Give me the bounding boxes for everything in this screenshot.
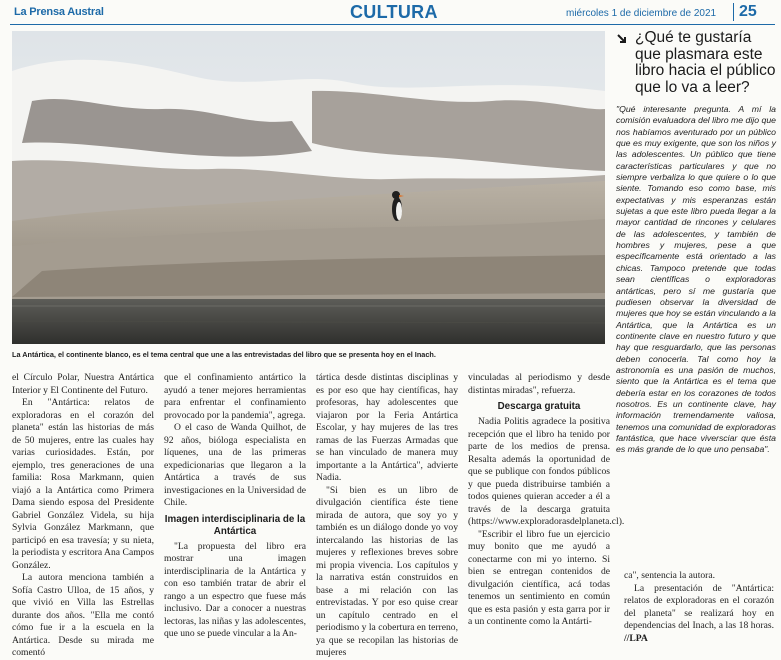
photo-caption: La Antártica, el continente blanco, es el tema central que une a las entrevistadas del libro que se presenta hoy en el Inach.	[12, 350, 436, 359]
paragraph: "Escribir el libro fue un ejercicio muy bonito que me ayudó a conectarme con mi yo interno. Si bien se entregan contenidos de divulgación científica, acá todas tenemos un sentimiento en común que es esta pasión y esta garra por ir a un continente como la Antárti-	[468, 528, 610, 627]
paragraph: vinculadas al periodismo y desde distintas miradas", refuerza.	[468, 372, 610, 396]
closing-text: La presentación de "Antártica: relatos de exploradoras en el corazón del planeta" se realizará hoy en dependencias del Inach, a las 18 horas.	[624, 582, 774, 631]
article-column-2	[164, 372, 306, 641]
subheading-imagen-interdisciplinaria: Imagen interdisciplinaria de la Antártica	[164, 513, 306, 537]
issue-date: miércoles 1 de diciembre de 2021	[566, 8, 717, 19]
interview-sidebar	[616, 30, 776, 456]
page-number: 25	[733, 3, 757, 21]
penguin-on-rocks-image	[12, 31, 605, 344]
paragraph: tártica desde distintas disciplinas y es por eso que hay científicas, hay profesoras, hay adolescentes que viajaron por la Feria Antártica Escolar, y hay mujeres de las tres ramas de las Fuerzas Armadas que se han vinculado de manera muy importante a la Antártica", advierte Nadia.	[316, 372, 458, 483]
question-text: ¿Qué te gustaría que plasmara este libro hacia el público que lo va a leer?	[635, 29, 776, 96]
article-column-4	[468, 372, 625, 629]
article-column-5	[624, 570, 774, 645]
section-title: CULTURA	[350, 2, 438, 22]
paragraph: "La propuesta del libro era mostrar una imagen interdisciplinaria de la Antártica y con eso también tratar de abrir el rango a un espectro que fuese más inclusivo. Dar a conocer a nuestras lectoras, las niñas y las adolescentes, que uno se puede vincular a la An-	[164, 540, 306, 639]
header-rule	[10, 24, 775, 25]
paragraph: O el caso de Wanda Quilhot, de 92 años, bióloga especialista en líquenes, una de las primeras expedicionarias que llegaron a la Antártica a través de sus investigaciones en la Universidad de Chile.	[164, 422, 306, 508]
paragraph: el Círculo Polar, Nuestra Antártica Interior y El Continente del Futuro.	[12, 372, 154, 396]
subheading-descarga-gratuita: Descarga gratuita	[497, 401, 581, 412]
publication-name: La Prensa Austral	[14, 6, 104, 18]
paragraph: En "Antártica: relatos de exploradoras en el corazón del planeta" están las historias de más de 50 mujeres, entre las cuales hay varias curiosidades. Están, por ejemplo, tres generaciones de una familia: Rosa Markmann, quien viajó a la Antártica como Primera Dama siendo esposa del Presidente Gabriel González Videla, su hija Sylvia González Markmann, que participó en esa travesía; y su nieta, la periodista y escritora Ana Campos González.	[12, 397, 154, 571]
masthead	[0, 0, 781, 24]
arrow-down-right-icon	[616, 33, 628, 45]
article-column-3	[316, 372, 458, 660]
article-column-1	[12, 372, 154, 660]
paragraph: que el confinamiento antártico la ayudó a tener mejores herramientas para enfrentar el confinamiento provocado por la pandemia", agrega.	[164, 372, 306, 421]
paragraph	[624, 583, 774, 646]
sidebar-answer: "Qué interesante pregunta. A mí la comisión evaluadora del libro me dijo que nos habíamos aventurado por un público que es muy exigente, que son los niños y las adolescentes. Un público que tiene características particulares y que no siempre verbaliza lo que quiere o lo que siente. Tomando eso como base, mis expectativas y mis esperanzas están sujetas a que este libro pueda llegar a la mayor cantidad de rincones y celulares de las adolescentes, y también de hombres y mujeres, pese a que específicamente está orientado a las chicas. Tampoco pretende que todas sean científicas o exploradoras antárticas, pero sí me gustaría que pudiesen observar la diversidad de mujeres que hoy se están vinculando a la Antártica, que la Antártica es un continente clave en nuestro futuro y que hay que resguardarlo, que las personas deben conocerla. Tal como hoy la astronomía es una pasión de muchos, siento que la Antártica es el tema que debería estar en los corazones de todos nosotros. Es un continente clave, hay información tremendamente valiosa, tenemos una comunidad de exploradoras fantástica, que hace viversciar que ésta es más grande de lo que uno pensaba".	[616, 104, 776, 455]
paragraph: Nadia Politis agradece la positiva recepción que el libro ha tenido por parte de los medios de prensa. Resalta además la oportunidad de que se publique con fondos públicos y que pueda distribuirse también a todos quienes quieran acceder a él a través de la descarga gratuita (https://www.exploradorasdelplaneta.cl).	[468, 416, 625, 527]
paragraph: La autora menciona también a Sofía Castro Ulloa, de 15 años, y que vivió en Villa las Estrellas durante dos años. "Ella me contó cómo fue ir a la escuela en la Antártica. Desde su mirada me comentó	[12, 572, 154, 658]
author-signature: //LPA	[624, 632, 648, 644]
paragraph: "Si bien es un libro de divulgación científica éste tiene mirada de autora, que soy yo y también es un diálogo donde yo voy intercalando las historias de las mujeres y reflexiones breves sobre mi propia vivencia. Los capítulos y la narrativa están construidos en base a mi relación con las entrevistadas. Y por eso quise crear un capítulo centrado en el periodismo y la cobertura en terreno, ya que se recopilan las historias de mujeres	[316, 484, 458, 658]
sidebar-question	[616, 30, 776, 96]
antarctica-photo	[12, 31, 605, 344]
paragraph: ca", sentencia la autora.	[624, 570, 716, 581]
